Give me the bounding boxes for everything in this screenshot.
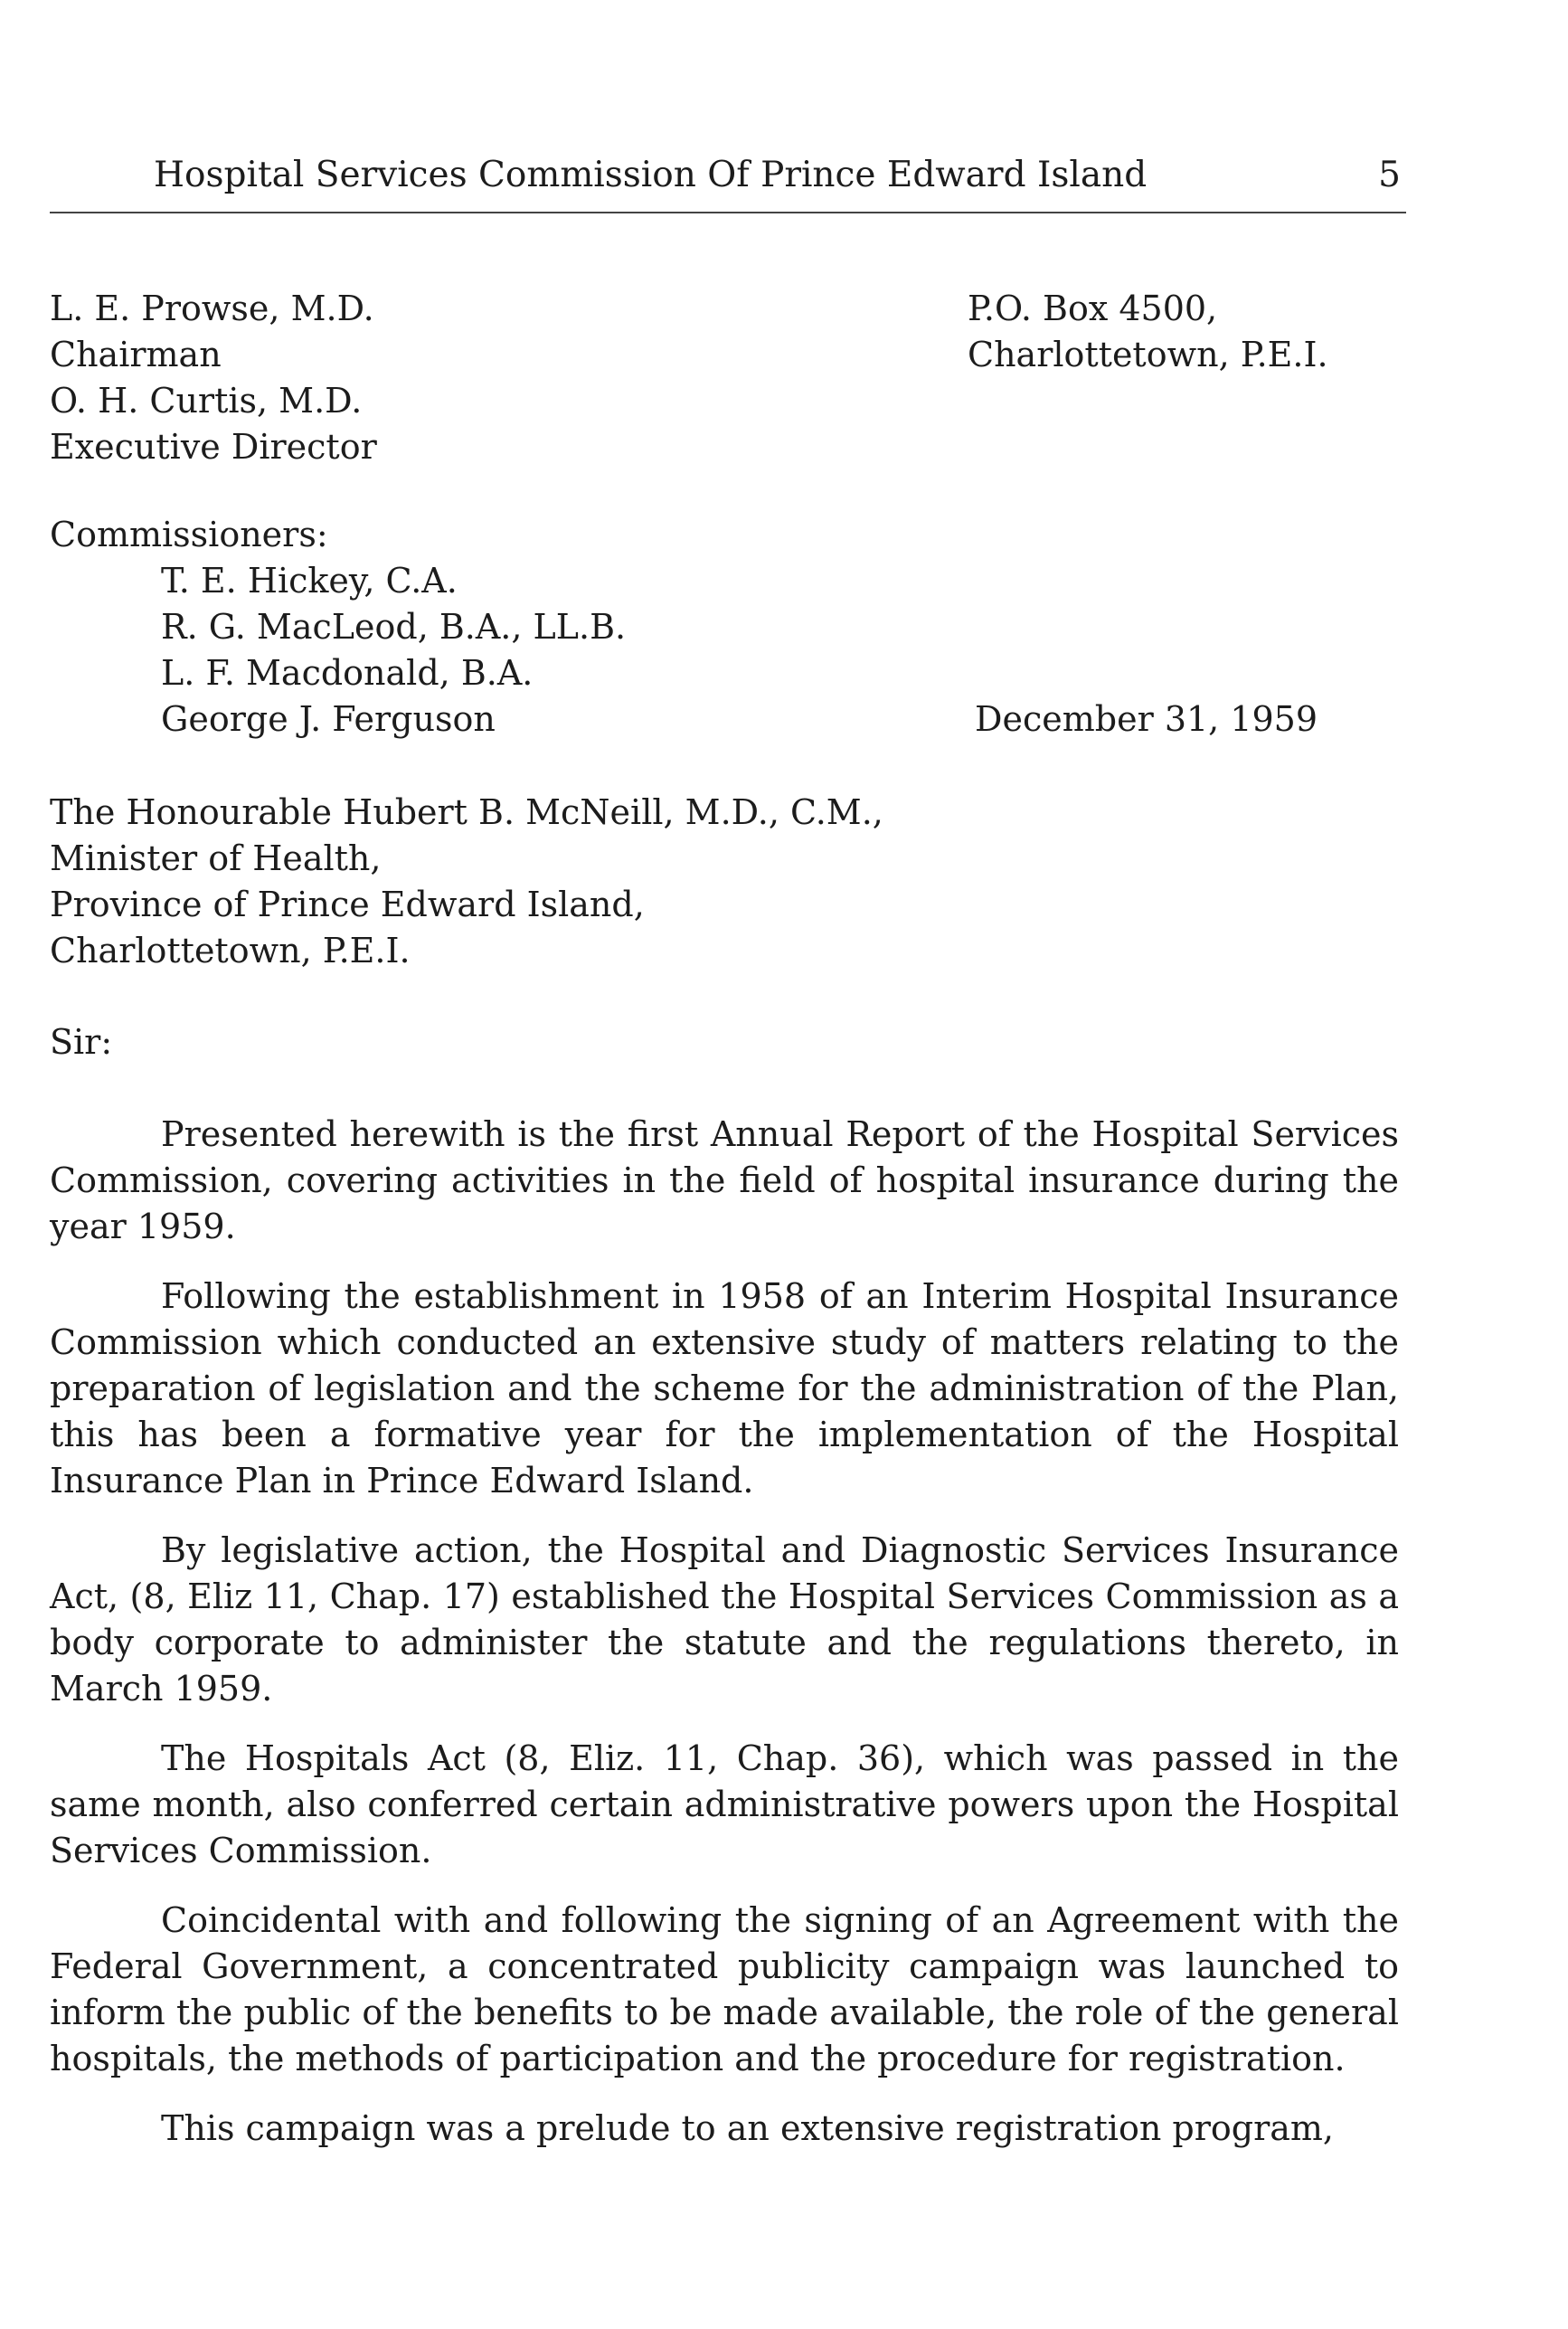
addressee-line: The Honourable Hubert B. McNeill, M.D., C.M., (50, 792, 883, 832)
address-block (968, 286, 1328, 378)
letter-body (50, 1112, 1399, 2152)
address-line: Charlottetown, P.E.I. (968, 335, 1328, 374)
officer-line: L. E. Prowse, M.D. (50, 289, 374, 328)
addressee-block (50, 790, 883, 974)
body-paragraph: This campaign was a prelude to an extensive registration program, (161, 2108, 1335, 2148)
body-paragraph: Coincidental with and following the signing of an Agreement with the Federal Government, a concentrated publicity campaign was launched to inform the public of the benefits to be made available, the role of the general hospitals, the methods of participation and the procedure for registration. (50, 1900, 1399, 2078)
commissioner-name: T. E. Hickey, C.A. (161, 561, 458, 601)
addressee-line: Minister of Health, (50, 838, 382, 878)
body-paragraph: Presented herewith is the first Annual Report of the Hospital Services Commission, covering activities in the field of hospital insurance during the year 1959. (50, 1114, 1399, 1246)
body-paragraph: By legislative action, the Hospital and Diagnostic Services Insurance Act, (8, Eliz 11, Chap. 17) established the Hospital Services Commission as a body corporate to administer the statute and the regulations thereto, in March 1959. (50, 1530, 1399, 1709)
officers-block (50, 286, 377, 470)
address-line: P.O. Box 4500, (968, 289, 1218, 328)
addressee-line: Charlottetown, P.E.I. (50, 931, 411, 970)
body-paragraph: Following the establishment in 1958 of an Interim Hospital Insurance Commission which conducted an extensive study of matters relating to the preparation of legislation and the scheme for the administration of the Plan, this has been a formative year for the implementation of the Hospital Insurance Plan in Prince Edward Island. (50, 1276, 1399, 1501)
commissioner-name: R. G. MacLeod, B.A., LL.B. (161, 607, 627, 647)
officer-line: O. H. Curtis, M.D. (50, 381, 363, 421)
officer-line: Chairman (50, 335, 222, 374)
commissioners-list (161, 558, 626, 743)
addressee-line: Province of Prince Edward Island, (50, 885, 645, 924)
officer-line: Executive Director (50, 427, 377, 467)
page-number: 5 (1378, 155, 1401, 195)
salutation: Sir: (50, 1022, 113, 1062)
header-rule (50, 212, 1406, 213)
letter-date: December 31, 1959 (975, 699, 1318, 739)
body-paragraph: The Hospitals Act (8, Eliz. 11, Chap. 36), which was passed in the same month, also conferred certain administrative powers upon the Hospital Services Commission. (50, 1738, 1399, 1870)
commissioner-name: L. F. Macdonald, B.A. (161, 653, 534, 693)
commissioner-name: George J. Ferguson (161, 699, 496, 739)
commissioners-label: Commissioners: (50, 515, 328, 554)
running-header-title: Hospital Services Commission Of Prince Edward Island (154, 155, 1148, 195)
